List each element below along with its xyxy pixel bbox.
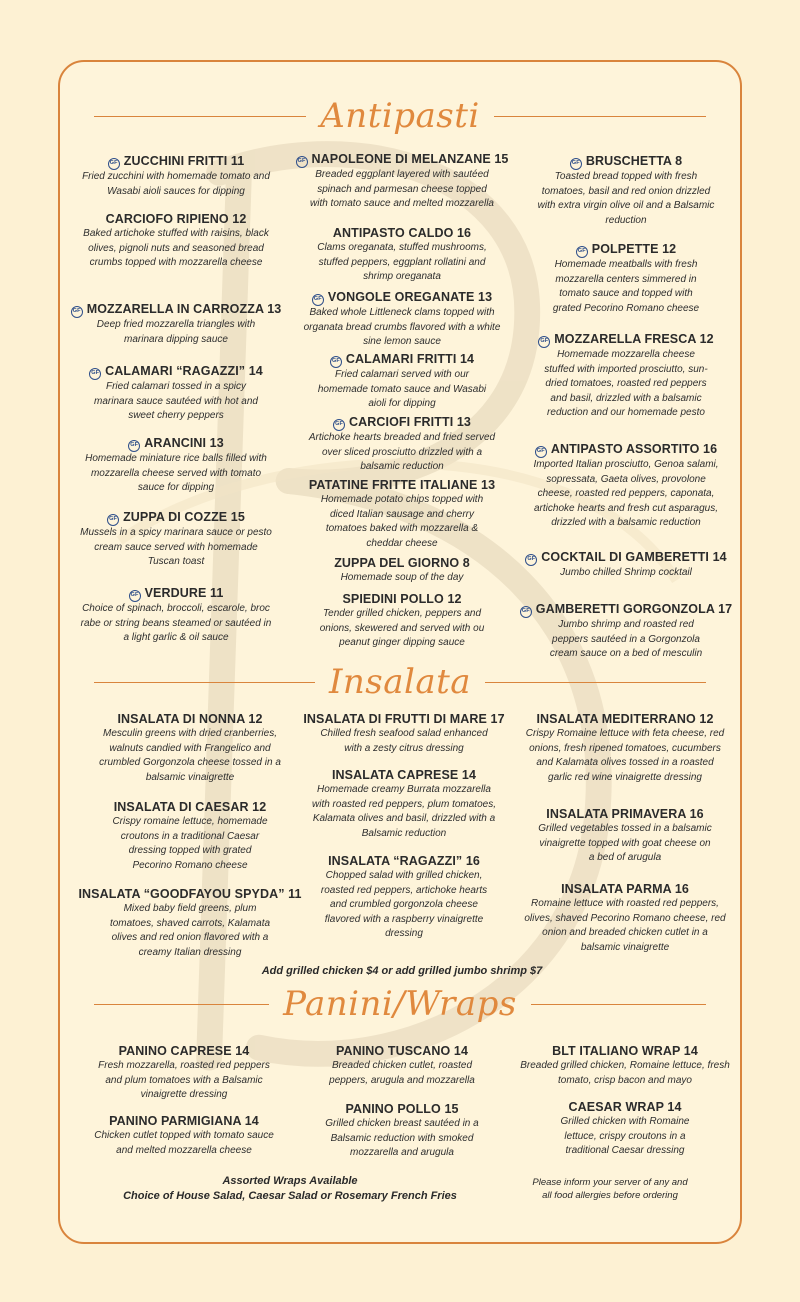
gluten-free-icon: GF <box>538 336 550 348</box>
menu-item <box>288 290 516 350</box>
menu-item <box>74 1044 294 1103</box>
wraps-note-line-2: Choice of House Salad, Caesar Salad or Rosemary French Fries <box>123 1190 457 1202</box>
menu-item <box>512 154 740 228</box>
allergy-note-line-2: all food allergies before ordering <box>542 1190 678 1201</box>
item-description: Deep fried mozzarella triangles with marinara dipping sauce <box>96 319 256 345</box>
item-description: Grilled chicken breast sautéed in a Balsamic reduction with smoked mozzarella and arugula <box>325 1118 479 1158</box>
item-name: ANTIPASTO CALDO 16 <box>332 226 472 240</box>
gluten-free-icon: GF <box>576 246 588 258</box>
item-name: ANTIPASTO ASSORTITO 16 <box>550 442 718 456</box>
item-name: PANINO PARMIGIANA 14 <box>109 1114 259 1128</box>
item-description: Jumbo shrimp and roasted red peppers sautéed in a Gorgonzola cream sauce on a bed of mesculin <box>549 619 703 659</box>
item-name: INSALATA PARMA 16 <box>561 882 689 896</box>
item-description: Clams oreganata, stuffed mushrooms, stuffed peppers, eggplant rollatini and shrimp oreganata <box>317 242 487 282</box>
item-name: MOZZARELLA FRESCA 12 <box>554 332 714 346</box>
menu-item <box>296 1102 508 1161</box>
item-name: CALAMARI “RAGAZZI” 14 <box>105 364 263 378</box>
item-description: Crispy romaine lettuce, homemade croutons in a traditional Caesar dressing topped with grated Pecorino Romano cheese <box>112 816 268 871</box>
gluten-free-icon: GF <box>296 156 308 168</box>
antipasti-rule-left <box>94 116 306 117</box>
gluten-free-icon: GF <box>525 554 537 566</box>
panini-rule-right <box>531 1004 706 1005</box>
item-description: Grilled vegetables tossed in a balsamic vinaigrette topped with goat cheese on a bed of arugula <box>538 823 712 863</box>
gluten-free-icon: GF <box>108 158 120 170</box>
item-name: SPIEDINI POLLO 12 <box>342 592 462 606</box>
menu-item <box>510 882 740 955</box>
item-description: Crispy Romaine lettuce with feta cheese, red onions, fresh ripened tomatoes, cucumbers and Kalamata olives tossed in a roasted garlic red wine vinaigrette dressing <box>525 728 725 783</box>
gluten-free-icon: GF <box>330 356 342 368</box>
item-name: ZUPPA DI COZZE 15 <box>123 510 245 524</box>
menu-item <box>66 302 286 347</box>
menu-item <box>512 442 740 531</box>
wraps-note <box>80 1174 500 1204</box>
gluten-free-icon: GF <box>129 590 141 602</box>
item-name: INSALATA “GOODFAYOU SPYDA” 11 <box>78 887 302 901</box>
item-description: Breaded chicken cutlet, roasted peppers, arugula and mozzarella <box>329 1060 475 1086</box>
gluten-free-icon: GF <box>107 514 119 526</box>
item-description: Mussels in a spicy marinara sauce or pesto cream sauce served with homemade Tuscan toast <box>80 527 272 567</box>
menu-item <box>510 712 740 785</box>
antipasti-header <box>60 96 740 136</box>
gluten-free-icon: GF <box>535 446 547 458</box>
item-description: Mesculin greens with dried cranberries, walnuts candied with Frangelico and crumbled Gorgonzola cheese tossed in a balsamic vinaigrette <box>99 728 281 783</box>
menu-item <box>288 152 516 212</box>
item-description: Fried calamari tossed in a spicy marinara sauce sautéed with hot and sweet cherry peppers <box>94 381 258 421</box>
menu-item <box>510 807 740 866</box>
item-description: Romaine lettuce with roasted red peppers, olives, shaved Pecorino Romano cheese, red onion and breaded chicken cutlet in a balsamic vinaigrette <box>524 898 726 953</box>
menu-item <box>288 226 516 285</box>
item-name: INSALATA DI NONNA 12 <box>117 712 263 726</box>
menu-frame <box>58 60 742 1244</box>
item-name: ARANCINI 13 <box>144 436 224 450</box>
menu-item <box>512 242 740 316</box>
antipasti-rule-right <box>494 116 706 117</box>
menu-item <box>66 364 286 424</box>
menu-item <box>512 550 740 581</box>
menu-item <box>66 586 286 646</box>
item-description: Grilled chicken with Romaine lettuce, crispy croutons in a traditional Caesar dressing <box>560 1116 690 1156</box>
menu-item <box>70 800 310 873</box>
item-name: ZUPPA DEL GIORNO 8 <box>334 556 470 570</box>
item-name: PANINO CAPRESE 14 <box>118 1044 250 1058</box>
item-name: INSALATA CAPRESE 14 <box>331 768 477 782</box>
menu-item <box>74 1114 294 1158</box>
menu-item <box>66 436 286 496</box>
gluten-free-icon: GF <box>570 158 582 170</box>
menu-item <box>510 1100 740 1159</box>
item-name: BLT ITALIANO WRAP 14 <box>552 1044 698 1058</box>
menu-item <box>66 510 286 570</box>
gluten-free-icon: GF <box>89 368 101 380</box>
item-name: POLPETTE 12 <box>591 242 677 256</box>
item-name: CARCIOFO RIPIENO 12 <box>105 212 247 226</box>
item-description: Artichoke hearts breaded and fried served over sliced prosciutto drizzled with a balsamic reduction <box>308 432 496 472</box>
gluten-free-icon: GF <box>333 419 345 431</box>
menu-item <box>70 712 310 785</box>
item-name: PANINO POLLO 15 <box>345 1102 459 1116</box>
item-description: Baked whole Littleneck clams topped with organata bread crumbs flavored with a white sine lemon sauce <box>303 307 501 347</box>
item-name: PATATINE FRITTE ITALIANE 13 <box>308 478 496 492</box>
item-name: ZUCCHINI FRITTI 11 <box>123 154 245 168</box>
item-name: VONGOLE OREGANATE 13 <box>327 290 493 304</box>
item-description: Homemade meatballs with fresh mozzarella centers simmered in tomato sauce and topped with grated Pecorino Romano cheese <box>552 259 700 314</box>
item-description: Homemade mozzarella cheese stuffed with imported prosciutto, sun-dried tomatoes, roasted red peppers and basil, drizzled with a balsamic reduction and our homemade pesto <box>544 349 708 418</box>
item-description: Breaded eggplant layered with sautéed spinach and parmesan cheese topped with tomato sauce and melted mozzarella <box>310 169 494 209</box>
menu-item <box>512 602 740 662</box>
gluten-free-icon: GF <box>520 606 532 618</box>
item-description: Fried calamari served with our homemade tomato sauce and Wasabi aioli for dipping <box>317 369 487 409</box>
panini-rule-left <box>94 1004 269 1005</box>
menu-item <box>288 556 516 586</box>
item-description: Tender grilled chicken, peppers and onions, skewered and served with ou peanut ginger dipping sauce <box>319 608 485 648</box>
item-name: CALAMARI FRITTI 14 <box>345 352 475 366</box>
item-description: Imported Italian prosciutto, Genoa salami, sopressata, Gaeta olives, provolone cheese, roasted red peppers, caponata, artichoke hearts and fresh cut asparagus, drizzled with a balsamic reduction <box>533 459 719 528</box>
item-name: PANINO TUSCANO 14 <box>335 1044 469 1058</box>
item-description: Mixed baby field greens, plum tomatoes, shaved carrots, Kalamata olives and red onion flavored with a creamy Italian dressing <box>109 903 271 958</box>
allergy-note <box>510 1176 710 1202</box>
item-name: INSALATA “RAGAZZI” 16 <box>328 854 480 868</box>
wraps-note-line-1: Assorted Wraps Available <box>222 1175 358 1187</box>
item-description: Homemade creamy Burrata mozzarella with roasted red peppers, plum tomatoes, Kalamata olives and basil, drizzled with a Balsamic reduction <box>312 784 496 839</box>
item-description: Homemade potato chips topped with diced Italian sausage and cherry tomatoes baked with mozzarella & cheddar cheese <box>320 494 484 549</box>
item-name: CAESAR WRAP 14 <box>568 1100 682 1114</box>
insalata-rule-left <box>94 682 315 683</box>
item-description: Baked artichoke stuffed with raisins, black olives, pignoli nuts and seasoned bread crumbs topped with mozzarella cheese <box>83 228 269 268</box>
gluten-free-icon: GF <box>128 440 140 452</box>
item-name: INSALATA DI CAESAR 12 <box>113 800 267 814</box>
insalata-title: Insalata <box>328 662 472 702</box>
menu-item <box>288 352 516 412</box>
gluten-free-icon: GF <box>71 306 83 318</box>
item-name: VERDURE 11 <box>144 586 224 600</box>
item-name: CARCIOFI FRITTI 13 <box>349 415 471 429</box>
item-name: MOZZARELLA IN CARROZZA 13 <box>86 302 282 316</box>
item-description: Choice of spinach, broccoli, escarole, broc rabe or string beans steamed or sautéed in a light garlic & oil sauce <box>80 603 272 643</box>
menu-item <box>512 332 740 421</box>
item-description: Toasted bread topped with fresh tomatoes, basil and red onion drizzled with extra virgin olive oil and a Balsamic reduction <box>537 171 715 226</box>
menu-item <box>298 854 510 942</box>
menu-item <box>298 768 510 841</box>
menu-item <box>296 1044 508 1088</box>
item-name: INSALATA MEDITERRANO 12 <box>536 712 714 726</box>
gluten-free-icon: GF <box>312 294 324 306</box>
antipasti-title: Antipasti <box>320 96 480 136</box>
menu-item <box>70 887 310 960</box>
item-description: Fresh mozzarella, roasted red peppers and plum tomatoes with a Balsamic vinaigrette dressing <box>98 1060 270 1100</box>
item-name: NAPOLEONE DI MELANZANE 15 <box>311 152 509 166</box>
insalata-addon-note: Add grilled chicken $4 or add grilled jumbo shrimp $7 <box>261 965 543 977</box>
item-name: COCKTAIL DI GAMBERETTI 14 <box>541 550 727 564</box>
panini-title: Panini/Wraps <box>283 984 517 1024</box>
menu-item <box>288 415 516 475</box>
menu-item <box>66 212 286 271</box>
item-description: Chilled fresh seafood salad enhanced with a zesty citrus dressing <box>320 728 488 754</box>
item-name: GAMBERETTI GORGONZOLA 17 <box>535 602 733 616</box>
item-description: Homemade soup of the day <box>340 572 464 583</box>
menu-item <box>298 712 510 756</box>
menu-item <box>288 478 516 551</box>
menu-item <box>510 1044 740 1088</box>
insalata-rule-right <box>485 682 706 683</box>
item-name: INSALATA PRIMAVERA 16 <box>546 807 704 821</box>
item-description: Homemade miniature rice balls filled with mozzarella cheese served with tomato sauce for dipping <box>85 453 267 493</box>
menu-item <box>288 592 516 651</box>
insalata-header <box>60 662 740 702</box>
item-name: INSALATA DI FRUTTI DI MARE 17 <box>303 712 505 726</box>
allergy-note-line-1: Please inform your server of any and <box>532 1177 688 1188</box>
menu-item <box>66 154 286 199</box>
item-description: Breaded grilled chicken, Romaine lettuce, fresh tomato, crisp bacon and mayo <box>520 1060 730 1086</box>
item-description: Chicken cutlet topped with tomato sauce and melted mozzarella cheese <box>94 1130 274 1156</box>
item-description: Fried zucchini with homemade tomato and Wasabi aioli sauces for dipping <box>82 171 270 197</box>
item-name: BRUSCHETTA 8 <box>585 154 683 168</box>
item-description: Chopped salad with grilled chicken, roasted red peppers, artichoke hearts and crumbled gorgonzola cheese flavored with a raspberry vinaigrette dressing <box>320 870 488 939</box>
panini-header <box>60 984 740 1024</box>
item-description: Jumbo chilled Shrimp cocktail <box>560 567 692 578</box>
